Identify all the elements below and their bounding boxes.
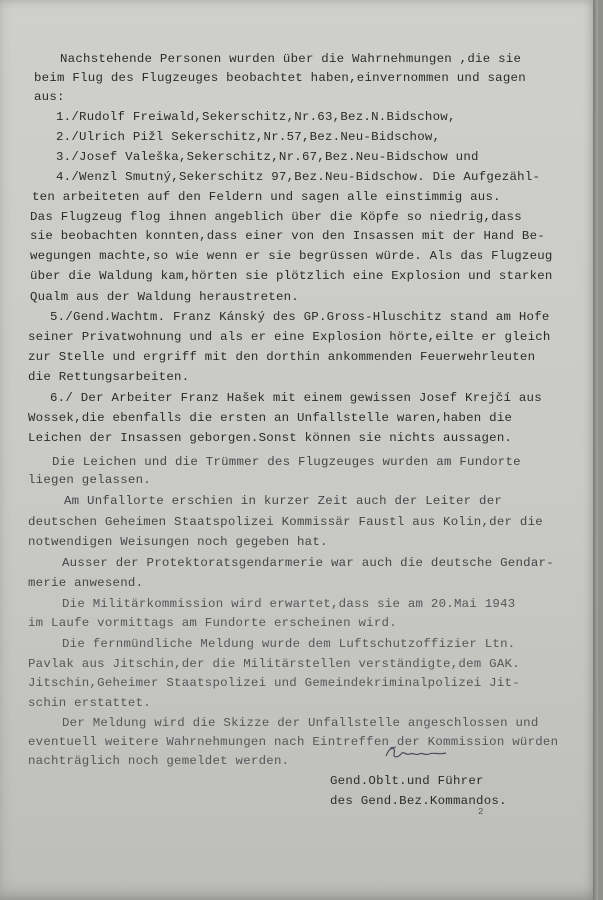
text-line: Qualm aus der Waldung heraustreten.	[30, 290, 299, 304]
text-line: Jitschin,Geheimer Staatspolizei und Gemeindekriminalpolizei Jit-	[28, 676, 520, 690]
text-line: Die Leichen und die Trümmer des Flugzeuges wurden am Fundorte	[52, 455, 521, 469]
text-line: nachträglich noch gemeldet werden.	[28, 754, 290, 768]
text-line: Am Unfallorte erschien in kurzer Zeit auch der Leiter der	[64, 494, 503, 508]
text-line: die Rettungsarbeiten.	[28, 370, 190, 384]
text-line: 1./Rudolf Freiwald,Sekerschitz,Nr.63,Bez.N.Bidschow,	[56, 110, 456, 124]
text-line: Ausser der Protektoratsgendarmerie war auch die deutsche Gendar-	[62, 556, 554, 570]
text-line: Das Flugzeug flog ihnen angeblich über die Köpfe so niedrig,dass	[30, 210, 522, 224]
text-line: eventuell weitere Wahrnehmungen nach Eintreffen der Kommission würden	[28, 735, 559, 749]
text-line: seiner Privatwohnung und als er eine Explosion hörte,eilte er gleich	[28, 330, 551, 344]
text-line: 4./Wenzl Smutný,Sekerschitz 97,Bez.Neu-Bidschow. Die Aufgezähl-	[56, 170, 541, 184]
text-line: sie beobachten konnten,dass einer von den Insassen mit der Hand Be-	[30, 229, 545, 243]
text-line: Die fernmündliche Meldung wurde dem Luftschutzoffizier Ltn.	[62, 637, 516, 651]
text-line: 3./Josef Valeška,Sekerschitz,Nr.67,Bez.Neu-Bidschow und	[56, 150, 479, 164]
text-line: schin erstattet.	[28, 696, 151, 710]
text-line: ten arbeiteten auf den Feldern und sagen alle einstimmig aus.	[32, 190, 501, 204]
text-line: im Laufe vormittags am Fundorte erscheinen wird.	[28, 616, 397, 630]
text-line: deutschen Geheimen Staatspolizei Kommissär Faustl aus Kolin,der die	[28, 515, 543, 529]
text-line: Wossek,die ebenfalls die ersten an Unfallstelle waren,haben die	[28, 411, 513, 425]
text-line: Nachstehende Personen wurden über die Wahrnehmungen ,die sie	[60, 52, 522, 66]
text-line: 6./ Der Arbeiter Franz Hašek mit einem gewissen Josef Krejčí aus	[50, 391, 542, 405]
text-line: Die Militärkommission wird erwartet,dass sie am 20.Mai 1943	[62, 597, 516, 611]
text-line: beim Flug des Flugzeuges beobachtet haben,einvernommen und sagen	[34, 71, 526, 85]
handwritten-signature	[384, 744, 448, 762]
text-line: Leichen der Insassen geborgen.Sonst können sie nichts aussagen.	[28, 431, 513, 445]
text-line: Der Meldung wird die Skizze der Unfallstelle angeschlossen und	[62, 716, 539, 730]
text-line: merie anwesend.	[28, 576, 144, 590]
signature-title-line: des Gend.Bez.Kommandos.	[330, 794, 507, 808]
text-line: zur Stelle und ergriff mit den dorthin ankommenden Feuerwehrleuten	[28, 350, 536, 364]
text-line: über die Waldung kam,hörten sie plötzlich eine Explosion und starken	[30, 269, 553, 283]
text-line: wegungen machte,so wie wenn er sie begrüssen würde. Als das Flugzeug	[30, 249, 553, 263]
text-line: 2./Ulrich Pižl Sekerschitz,Nr.57,Bez.Neu-Bidschow,	[56, 130, 441, 144]
text-line: Pavlak aus Jitschin,der die Militärstellen verständigte,dem GAK.	[28, 657, 520, 671]
text-line: liegen gelassen.	[28, 473, 151, 487]
page-mark: 2	[478, 807, 484, 817]
signature-title-line: Gend.Oblt.und Führer	[330, 774, 484, 788]
text-line: notwendigen Weisungen noch gegeben hat.	[28, 535, 328, 549]
page-edge	[593, 0, 598, 900]
text-line: 5./Gend.Wachtm. Franz Kánský des GP.Gross-Hluschitz stand am Hofe	[50, 310, 550, 324]
text-line: aus:	[34, 90, 65, 104]
